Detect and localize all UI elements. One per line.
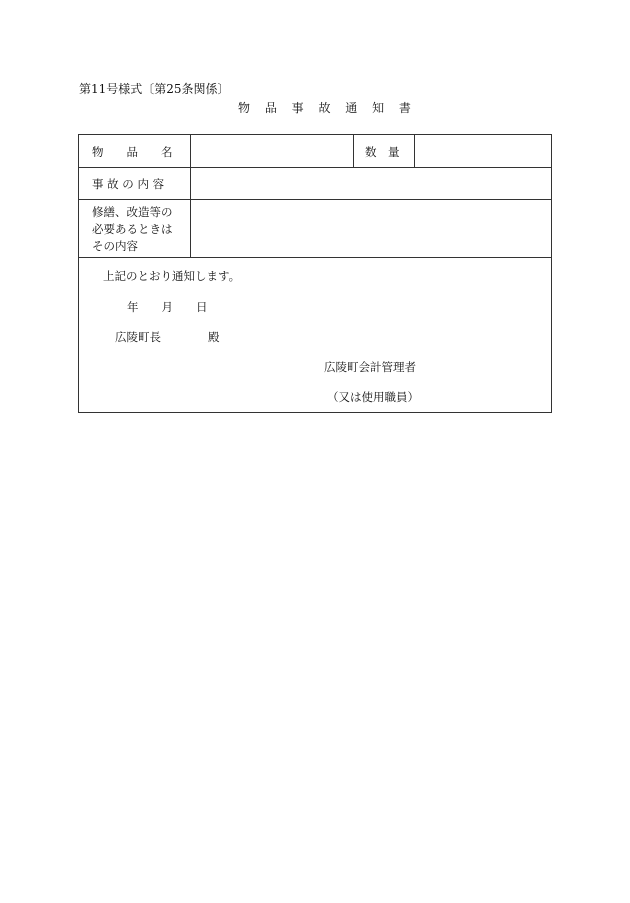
row-divider xyxy=(79,199,551,200)
addressee: 広陵町長 xyxy=(115,330,161,344)
notice-date: 年 月 日 xyxy=(127,300,208,314)
accident-details-label: 事 故 の 内 容 xyxy=(92,177,165,191)
item-name-field[interactable] xyxy=(193,138,351,164)
column-divider xyxy=(414,135,415,167)
sender-title: 広陵町会計管理者 xyxy=(324,360,416,374)
form-title: 物 品 事 故 通 知 書 xyxy=(238,101,417,115)
repair-label-line: その内容 xyxy=(92,239,138,253)
form-number: 第11号様式〔第25条関係〕 xyxy=(79,82,230,96)
quantity-field[interactable] xyxy=(417,138,549,164)
repair-details-label xyxy=(92,204,173,255)
repair-label-line: 修繕、改造等の xyxy=(92,205,173,219)
notice-statement: 上記のとおり通知します。 xyxy=(103,269,241,283)
honorific: 殿 xyxy=(208,330,220,344)
row-divider xyxy=(79,167,551,168)
accident-details-field[interactable] xyxy=(193,170,549,196)
column-divider xyxy=(353,135,354,167)
sender-alternate: （又は使用職員） xyxy=(327,390,419,404)
repair-details-field[interactable] xyxy=(193,202,549,254)
accident-notice-table xyxy=(78,134,552,413)
column-divider xyxy=(190,135,191,257)
item-name-label: 物 品 名 xyxy=(92,145,173,159)
repair-label-line: 必要あるときは xyxy=(92,222,173,236)
row-divider xyxy=(79,257,551,258)
quantity-label: 数 量 xyxy=(365,145,400,159)
